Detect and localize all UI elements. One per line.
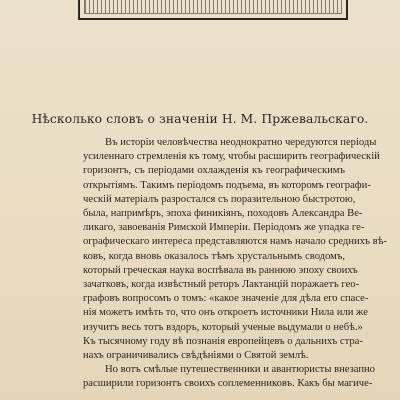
text-line: горизонтъ, съ періодами охлажденія къ географическимъ [83,165,345,177]
text-line: ческій матеріалъ разростался съ поразительною быстротою, [83,193,356,205]
text-line: открытіямъ. Такимъ періодомъ подъема, въ которомъ географи- [83,179,371,191]
text-line: усиленнаго стремленія къ тому, чтобы расширить географическій [83,151,380,163]
body-text [83,136,387,392]
text-line: изучитъ весь тотъ вздоръ, который ученые выдумали о небѣ.» [83,321,363,333]
ornament-hatching [84,0,342,14]
text-line: Но вотъ смѣлые путешественники и авантюристы внезапно [105,364,375,376]
text-line: ографическаго интереса представляются намъ начало среднихъ вѣ- [83,236,387,248]
text-line: Къ тысячному году вѣ познанія европейцевъ о дальнихъ стра- [83,335,363,347]
section-heading: Нѣсколько словъ о значеніи Н. М. Пржевальскаго. [31,112,369,126]
decorative-border-ornament [78,0,348,20]
text-line: который греческая наука воспѣвала въ раннюю эпоху своихъ [83,264,358,276]
text-line: графовъ вопросомъ о томъ: «какое значеніе для дѣла его спасе- [83,293,369,305]
text-line: зачатковъ, когда извѣстный реторъ Лактанцій поражаетъ гео- [83,279,360,291]
text-line: ковъ, когда вновь оказалось тѣмъ хрустальнымъ сводомъ, [83,250,345,262]
text-line: расширили горизонтъ своихъ соплеменниковъ. Какъ бы магиче- [83,378,373,390]
text-line: была, напримѣръ, эпоха финикіянъ, походовъ Александра Ве- [83,208,363,220]
text-line: ликаго, завоеванія Римской Имперіи. Періодомъ же упадка ге- [83,222,365,234]
text-line: нахъ ограничивались свѣдѣніями о Святой землѣ. [83,350,309,362]
text-line: Въ исторіи человѣчества неоднократно чередуются періоды [105,137,377,148]
text-line: нія можетъ имѣть то, что онъ откроетъ источники Нила или же [83,307,368,319]
